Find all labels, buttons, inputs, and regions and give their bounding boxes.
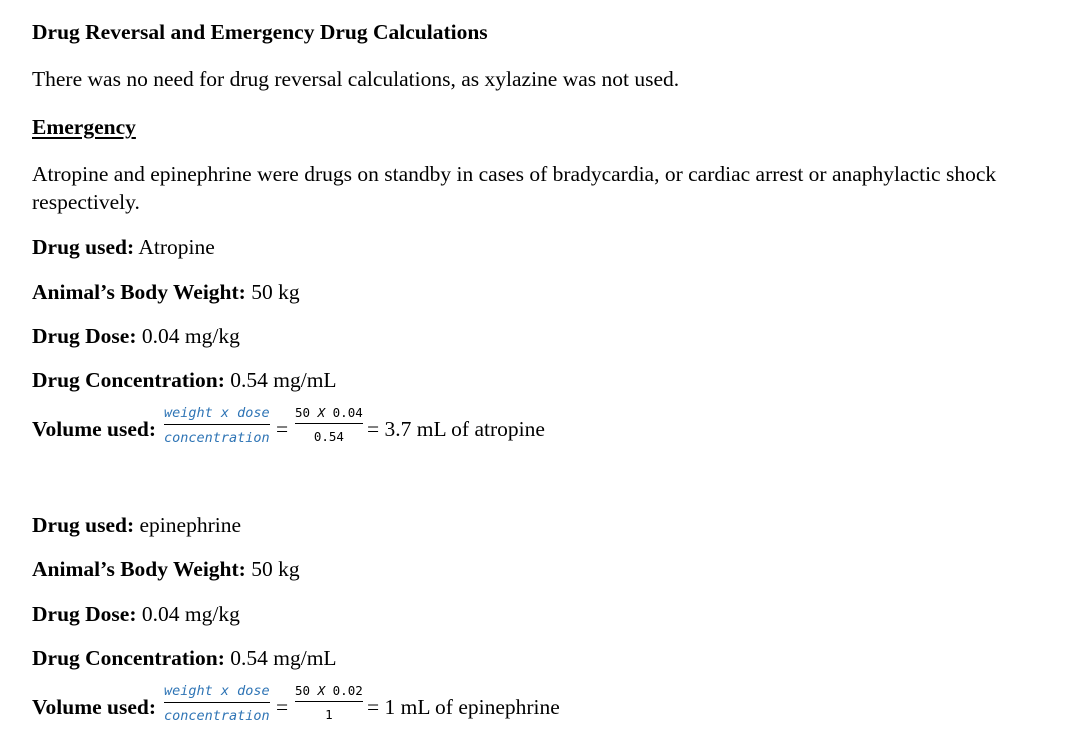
formula-numerator: weight x dose <box>164 405 270 425</box>
drug2-weight-line <box>32 555 300 583</box>
drug-dose-label: Drug Dose: <box>32 602 137 626</box>
drug1-calc-denominator: 0.54 <box>313 429 344 444</box>
equals-sign: = <box>276 417 289 441</box>
page-heading: Drug Reversal and Emergency Drug Calculations <box>32 20 488 44</box>
formula-denominator: concentration <box>164 708 270 724</box>
drug-dose-label: Drug Dose: <box>32 324 137 348</box>
drug1-calc-fraction <box>295 405 363 444</box>
drug2-concentration: 0.54 mg/mL <box>230 646 337 670</box>
drug1-weight-line <box>32 278 300 306</box>
drug1-concentration: 0.54 mg/mL <box>230 368 337 392</box>
drug2-dose: 0.04 mg/kg <box>141 602 240 626</box>
intro-paragraph: There was no need for drug reversal calculations, as xylazine was not used. <box>32 67 680 91</box>
drug1-name: Atropine <box>138 235 215 259</box>
drug1-volume-formula <box>32 405 732 455</box>
formula-fraction <box>164 405 270 446</box>
drug1-calc-numerator: 50 X 0.04 <box>295 405 363 424</box>
body-weight-label: Animal’s Body Weight: <box>32 280 246 304</box>
drug-concentration-label: Drug Concentration: <box>32 646 225 670</box>
drug2-used-line <box>32 511 241 539</box>
drug-used-label: Drug used: <box>32 513 135 537</box>
emergency-paragraph: Atropine and epinephrine were drugs on standby in cases of bradycardia, or cardiac arrest or anaphylactic shock respectively. <box>32 162 997 214</box>
drug1-concentration-line <box>32 366 337 394</box>
formula-fraction <box>164 683 270 724</box>
drug1-dose: 0.04 mg/kg <box>141 324 240 348</box>
drug2-weight: 50 kg <box>251 557 300 581</box>
drug-used-label: Drug used: <box>32 235 135 259</box>
drug2-dose-line <box>32 600 240 628</box>
formula-denominator: concentration <box>164 430 270 446</box>
equals-sign: = <box>276 695 289 719</box>
drug2-concentration-line <box>32 644 337 672</box>
drug2-calc-fraction <box>295 683 363 722</box>
drug1-result: = 3.7 mL of atropine <box>367 417 545 441</box>
drug2-result: = 1 mL of epinephrine <box>367 695 560 719</box>
volume-used-label: Volume used: <box>32 695 157 719</box>
drug-concentration-label: Drug Concentration: <box>32 368 225 392</box>
volume-used-label: Volume used: <box>32 417 157 441</box>
drug1-used-line <box>32 233 215 261</box>
drug2-calc-numerator: 50 X 0.02 <box>295 683 363 702</box>
drug1-weight: 50 kg <box>251 280 300 304</box>
body-weight-label: Animal’s Body Weight: <box>32 557 246 581</box>
drug2-name: epinephrine <box>139 513 242 537</box>
emergency-heading: Emergency <box>32 115 136 139</box>
drug2-volume-formula <box>32 683 732 733</box>
formula-numerator: weight x dose <box>164 683 270 703</box>
drug2-calc-denominator: 1 <box>325 707 333 722</box>
drug1-dose-line <box>32 322 240 350</box>
